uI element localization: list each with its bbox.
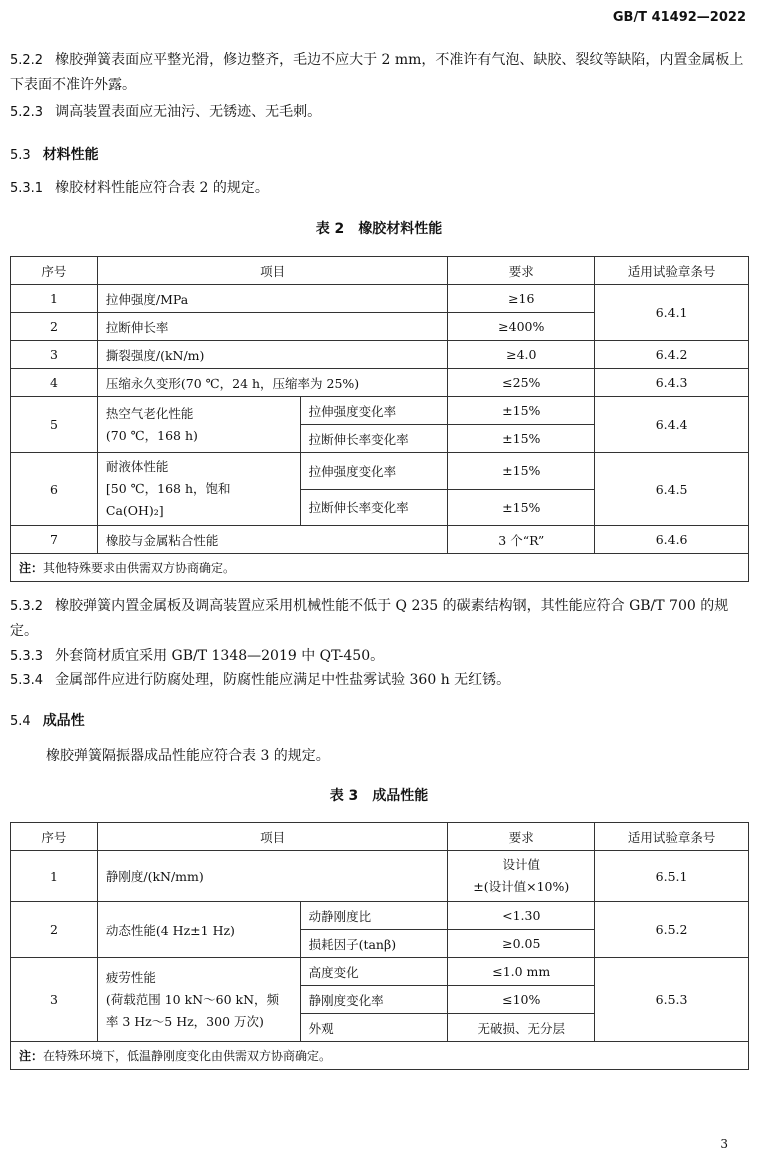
cell-requirement: ≥400% — [448, 313, 595, 341]
cell-seq: 1 — [11, 285, 98, 313]
paragraph-5-2-3 — [10, 100, 746, 125]
header-requirement: 要求 — [448, 257, 595, 285]
clause-number: 5.3.1 — [10, 181, 44, 196]
cell-item: 拉断伸长率 — [97, 313, 447, 341]
table-row — [11, 526, 749, 554]
cell-sub-item: 拉断伸长率变化率 — [300, 489, 448, 526]
header-seq: 序号 — [11, 823, 98, 851]
requirement-line: 设计值 — [502, 857, 541, 872]
cell-test-clause: 6.5.1 — [595, 851, 749, 902]
cell-test-clause: 6.4.5 — [595, 453, 749, 526]
cell-item — [97, 958, 300, 1042]
cell-seq: 2 — [11, 313, 98, 341]
note-label: 注： — [19, 561, 44, 575]
cell-seq: 3 — [11, 958, 98, 1042]
cell-sub-item: 拉伸强度变化率 — [300, 453, 448, 490]
table-3-caption — [0, 785, 758, 805]
section-number: 5.3 — [10, 148, 31, 163]
cell-test-clause: 6.4.6 — [595, 526, 749, 554]
table-row — [11, 397, 749, 425]
table-row — [11, 369, 749, 397]
cell-sub-item: 拉断伸长率变化率 — [300, 425, 448, 453]
cell-sub-item: 静刚度变化率 — [300, 986, 448, 1014]
cell-sub-item: 高度变化 — [300, 958, 448, 986]
cell-requirement: ≤10% — [448, 986, 595, 1014]
paragraph-5-2-2 — [10, 48, 746, 97]
paragraph-text: 橡胶弹簧隔振器成品性能应符合表 3 的规定。 — [46, 748, 330, 764]
cell-item: 动态性能(4 Hz±1 Hz) — [97, 902, 300, 958]
item-line: [50 ℃，168 h，饱和 Ca(OH)₂] — [105, 481, 231, 518]
cell-seq: 5 — [11, 397, 98, 453]
paragraph-5-3-2 — [10, 594, 746, 643]
table-number: 表 2 — [315, 221, 345, 237]
item-line: 热空气老化性能 — [105, 405, 194, 421]
cell-seq: 4 — [11, 369, 98, 397]
cell-requirement: ±15% — [448, 453, 595, 490]
clause-number: 5.3.3 — [10, 649, 44, 664]
cell-requirement: ±15% — [448, 425, 595, 453]
clause-text: 调高装置表面应无油污、无锈迹、无毛刺。 — [55, 104, 322, 120]
section-heading-5-4 — [10, 710, 85, 730]
paragraph-5-3-4 — [10, 668, 746, 693]
cell-item — [97, 397, 300, 453]
table-row — [11, 958, 749, 986]
clause-text: 橡胶材料性能应符合表 2 的规定。 — [55, 180, 269, 196]
table-number: 表 3 — [329, 788, 359, 804]
table-row — [11, 851, 749, 902]
table-note-row — [11, 554, 749, 582]
header-item: 项目 — [97, 823, 447, 851]
table-title: 成品性能 — [372, 788, 429, 804]
cell-requirement: 3 个“R” — [448, 526, 595, 554]
cell-item: 拉伸强度/MPa — [97, 285, 447, 313]
item-line: 疲劳性能 — [105, 969, 156, 985]
cell-item: 橡胶与金属粘合性能 — [97, 526, 447, 554]
table-row — [11, 902, 749, 930]
item-line: (荷载范围 10 kN～60 kN，频 — [105, 991, 280, 1007]
cell-sub-item: 拉伸强度变化率 — [300, 397, 448, 425]
table-row — [11, 285, 749, 313]
table-header-row — [11, 257, 749, 285]
cell-seq: 6 — [11, 453, 98, 526]
clause-number: 5.2.2 — [10, 53, 44, 68]
clause-number: 5.3.4 — [10, 673, 44, 688]
paragraph-5-3-3 — [10, 644, 746, 669]
cell-requirement: ≤1.0 mm — [448, 958, 595, 986]
table-note-row — [11, 1042, 749, 1070]
cell-sub-item: 外观 — [300, 1014, 448, 1042]
header-requirement: 要求 — [448, 823, 595, 851]
cell-requirement: ±15% — [448, 489, 595, 526]
cell-item: 撕裂强度/(kN/m) — [97, 341, 447, 369]
cell-seq: 2 — [11, 902, 98, 958]
cell-test-clause: 6.5.2 — [595, 902, 749, 958]
item-line: (70 ℃，168 h) — [105, 427, 198, 443]
section-title: 成品性 — [42, 713, 85, 729]
section-heading-5-3 — [10, 144, 99, 164]
table-3-product-performance — [10, 822, 749, 1070]
table-note — [11, 1042, 749, 1070]
clause-text: 外套筒材质宜采用 GB/T 1348—2019 中 QT-450。 — [55, 648, 385, 664]
cell-requirement: ≥0.05 — [448, 930, 595, 958]
item-line: 耐液体性能 — [105, 459, 169, 474]
clause-number: 5.2.3 — [10, 105, 44, 120]
table-note — [11, 554, 749, 582]
cell-requirement: ≥16 — [448, 285, 595, 313]
cell-test-clause: 6.5.3 — [595, 958, 749, 1042]
table-2-caption — [0, 218, 758, 238]
note-text: 在特殊环境下，低温静刚度变化由供需双方协商确定。 — [43, 1049, 332, 1063]
cell-sub-item: 动静刚度比 — [300, 902, 448, 930]
item-line: 率 3 Hz～5 Hz，300 万次) — [105, 1013, 264, 1029]
note-label: 注： — [19, 1049, 44, 1063]
cell-requirement: 无破损、无分层 — [448, 1014, 595, 1042]
cell-test-clause: 6.4.2 — [595, 341, 749, 369]
paragraph-5-4 — [46, 744, 746, 768]
cell-item: 静刚度/(kN/mm) — [97, 851, 447, 902]
cell-seq: 3 — [11, 341, 98, 369]
paragraph-5-3-1 — [10, 176, 746, 201]
cell-sub-item: 损耗因子(tanβ) — [300, 930, 448, 958]
cell-requirement: ≤25% — [448, 369, 595, 397]
section-number: 5.4 — [10, 714, 31, 729]
page-number: 3 — [720, 1137, 728, 1151]
cell-requirement — [448, 851, 595, 902]
cell-requirement: <1.30 — [448, 902, 595, 930]
clause-text: 金属部件应进行防腐处理，防腐性能应满足中性盐雾试验 360 h 无红锈。 — [55, 672, 511, 688]
cell-item: 压缩永久变形(70 ℃，24 h，压缩率为 25%) — [97, 369, 447, 397]
clause-text: 橡胶弹簧内置金属板及调高装置应采用机械性能不低于 Q 235 的碳素结构钢，其性能应符合 GB/T 700 的规定。 — [10, 598, 729, 639]
clause-number: 5.3.2 — [10, 599, 44, 614]
table-header-row — [11, 823, 749, 851]
cell-test-clause: 6.4.1 — [595, 285, 749, 341]
requirement-line: ±(设计值×10%) — [473, 879, 570, 894]
section-title: 材料性能 — [42, 147, 99, 163]
header-seq: 序号 — [11, 257, 98, 285]
table-title: 橡胶材料性能 — [358, 221, 443, 237]
header-item: 项目 — [97, 257, 447, 285]
cell-seq: 7 — [11, 526, 98, 554]
table-row — [11, 453, 749, 490]
standard-number: GB/T 41492—2022 — [612, 10, 746, 25]
header-test-clause: 适用试验章条号 — [595, 823, 749, 851]
clause-text: 橡胶弹簧表面应平整光滑，修边整齐，毛边不应大于 2 mm，不准许有气泡、缺胶、裂纹等缺陷，内置金属板上下表面不准许外露。 — [10, 52, 744, 93]
table-row — [11, 341, 749, 369]
cell-test-clause: 6.4.3 — [595, 369, 749, 397]
header-test-clause: 适用试验章条号 — [595, 257, 749, 285]
cell-requirement: ±15% — [448, 397, 595, 425]
table-2-rubber-properties — [10, 256, 749, 582]
cell-requirement: ≥4.0 — [448, 341, 595, 369]
cell-test-clause: 6.4.4 — [595, 397, 749, 453]
cell-item — [97, 453, 300, 526]
cell-seq: 1 — [11, 851, 98, 902]
note-text: 其他特殊要求由供需双方协商确定。 — [43, 561, 236, 575]
